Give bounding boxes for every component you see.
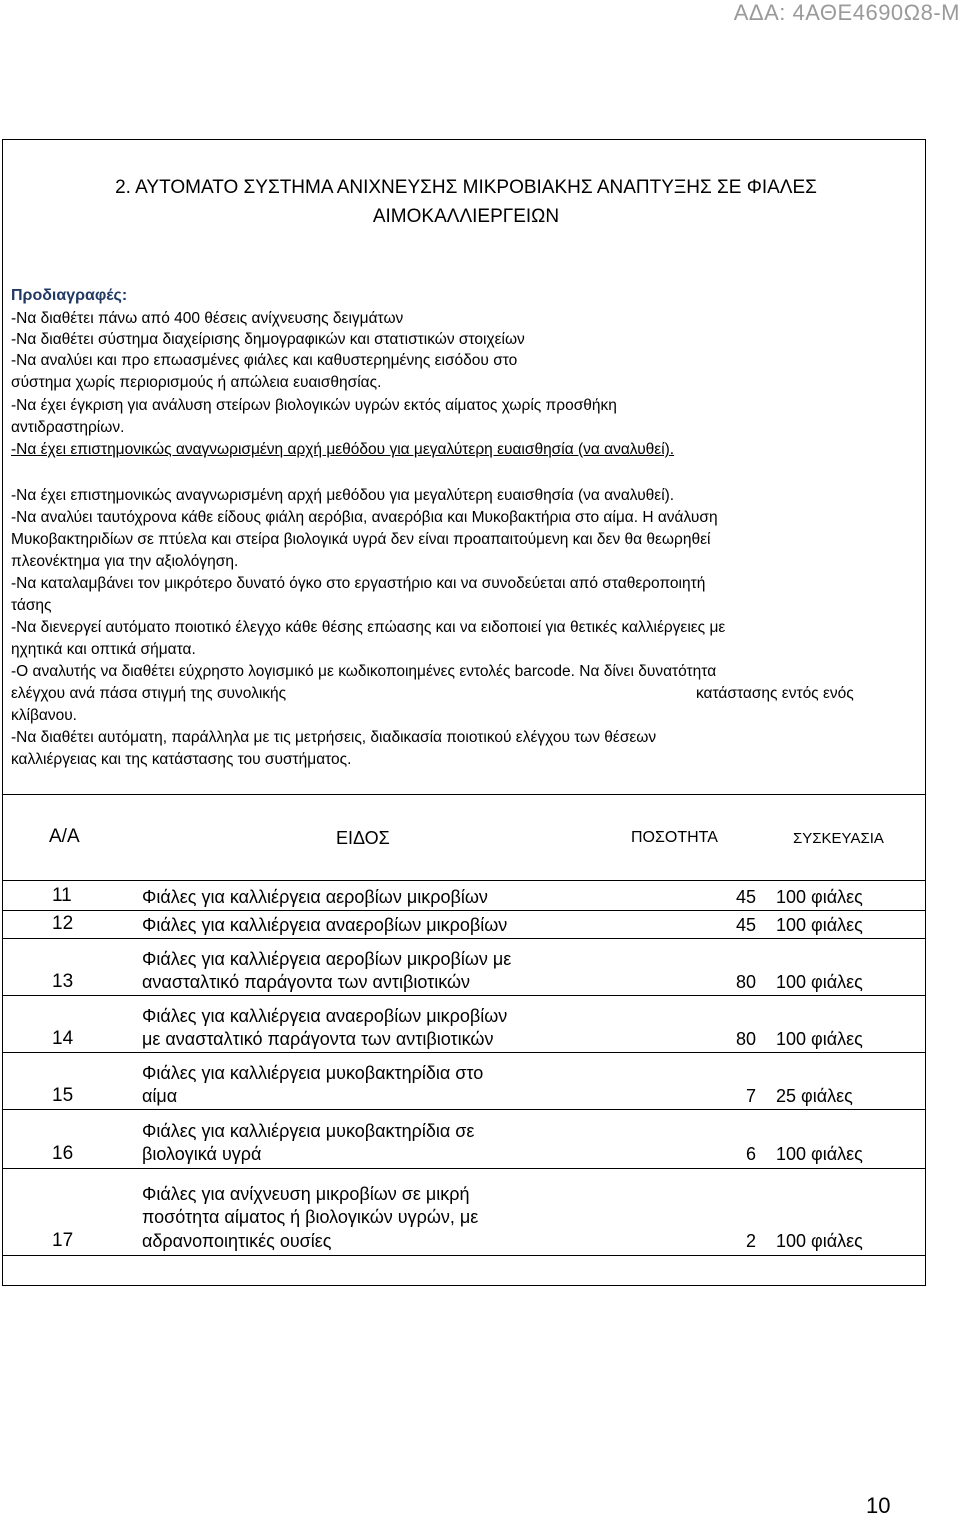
row-divider	[2, 1255, 926, 1256]
spec-line: ηχητικά και οπτικά σήματα.	[11, 641, 196, 658]
row-divider	[2, 1052, 926, 1053]
row-quantity: 80	[735, 1029, 756, 1049]
row-number: 17	[52, 1230, 74, 1251]
row-packaging: 100 φιάλες	[776, 915, 863, 935]
row-description: αδρανοποιητικές ουσίες	[142, 1231, 332, 1251]
spec-line: -Να διενεργεί αυτόματο ποιοτικό έλεγχο κάθε θέσης επώασης και να ειδοποιεί για θετικές καλλιέργειες με	[11, 619, 726, 636]
row-description: Φιάλες για καλλιέργεια αεροβίων μικροβίων με	[142, 949, 512, 969]
spec-line: -Ο αναλυτής να διαθέτει εύχρηστο λογισμικό με κωδικοποιημένες εντολές barcode. Να δίνει δυνατότητα	[11, 663, 717, 680]
spec-line: -Να καταλαμβάνει τον μικρότερο δυνατό όγκο στο εργαστήριο και να συνοδεύεται από σταθεροποιητή	[11, 575, 706, 592]
row-packaging: 25 φιάλες	[776, 1086, 853, 1106]
spec-line: -Να αναλύει ταυτόχρονα κάθε είδους φιάλη αερόβια, αναερόβια και Μυκοβακτήρια στο αίμα. Η ανάλυση	[11, 509, 718, 526]
spec-line: πλεονέκτημα για την αξιολόγηση.	[11, 553, 239, 570]
row-quantity: 7	[745, 1086, 756, 1106]
row-divider	[2, 995, 926, 996]
title-line-2: ΑΙΜΟΚΑΛΛΙΕΡΓΕΙΩΝ	[372, 206, 560, 227]
row-number: 15	[52, 1085, 74, 1106]
title-line-1: 2. ΑΥΤΟΜΑΤΟ ΣΥΣΤΗΜΑ ΑΝΙΧΝΕΥΣΗΣ ΜΙΚΡΟΒΙΑΚΗΣ ΑΝΑΠΤΥΞΗΣ ΣΕ ΦΙΑΛΕΣ	[115, 177, 817, 198]
row-description: Φιάλες για καλλιέργεια αναεροβίων μικροβίων	[142, 1006, 508, 1026]
row-quantity: 45	[735, 915, 756, 935]
row-quantity: 6	[745, 1144, 756, 1164]
row-number: 14	[52, 1028, 74, 1049]
spec-line: -Να διαθέτει αυτόματη, παράλληλα με τις μετρήσεις, διαδικασία ποιοτικού ελέγχου των θέσεων	[11, 729, 657, 746]
spec-line: -Να διαθέτει σύστημα διαχείρισης δημογραφικών και στατιστικών στοιχείων	[11, 331, 525, 348]
spec-line: -Να έχει επιστημονικώς αναγνωρισμένη αρχή μεθόδου για μεγαλύτερη ευαισθησία (να αναλυθεί).	[11, 487, 675, 504]
row-description: Φιάλες για ανίχνευση μικροβίων σε μικρή	[142, 1184, 470, 1204]
row-description: ποσότητα αίματος ή βιολογικών υγρών, με	[142, 1207, 479, 1227]
row-number: 12	[52, 913, 74, 934]
row-description: Φιάλες για καλλιέργεια αναεροβίων μικροβίων	[142, 915, 508, 935]
ada-code: ΑΔΑ: 4ΑΘΕ4690Ω8-Μ	[733, 0, 960, 25]
col-header-aa: Α/Α	[49, 826, 80, 847]
row-divider	[2, 910, 926, 911]
spec-line: Μυκοβακτηριδίων σε πτύελα και στείρα βιολογικά υγρά δεν είναι προαπαιτούμενη και δεν θα θεωρηθεί	[11, 531, 711, 548]
row-description: ανασταλτικό παράγοντα των αντιβιοτικών	[142, 972, 471, 992]
col-header-eidos: ΕΙΔΟΣ	[336, 828, 390, 848]
row-quantity: 2	[745, 1231, 756, 1251]
row-number: 16	[52, 1143, 74, 1164]
row-packaging: 100 φιάλες	[776, 887, 863, 907]
section-title	[0, 173, 932, 231]
row-quantity: 45	[735, 887, 756, 907]
row-quantity: 80	[735, 972, 756, 992]
row-description: αίμα	[142, 1086, 178, 1106]
spec-line: σύστημα χωρίς περιορισμούς ή απώλεια ευαισθησίας.	[11, 374, 382, 391]
row-divider	[2, 938, 926, 939]
row-description: Φιάλες για καλλιέργεια μυκοβακτηρίδια στο	[142, 1063, 484, 1083]
col-header-syskevasia: ΣΥΣΚΕΥΑΣΙΑ	[793, 830, 884, 847]
spec-line: -Να αναλύει και προ επωασμένες φιάλες και καθυστερημένης εισόδου στο	[11, 352, 518, 369]
row-description: με ανασταλτικό παράγοντα των αντιβιοτικών	[142, 1029, 494, 1049]
col-header-posotita: ΠΟΣΟΤΗΤΑ	[631, 829, 718, 846]
row-description: Φιάλες για καλλιέργεια αεροβίων μικροβίων	[142, 887, 488, 907]
page-number: 10	[866, 1493, 891, 1518]
row-divider	[2, 1109, 926, 1110]
row-packaging: 100 φιάλες	[776, 1029, 863, 1049]
spec-line: -Να διαθέτει πάνω από 400 θέσεις ανίχνευσης δειγμάτων	[11, 310, 404, 327]
spec-line: τάσης	[11, 597, 52, 614]
spec-line: αντιδραστηρίων.	[11, 419, 125, 436]
row-packaging: 100 φιάλες	[776, 972, 863, 992]
row-divider	[2, 1168, 926, 1169]
spec-line: ελέγχου ανά πάσα στιγμή της συνολικής	[11, 685, 287, 702]
row-number: 13	[52, 971, 74, 992]
specs-heading: Προδιαγραφές:	[11, 287, 128, 304]
spec-line: κλίβανου.	[11, 707, 77, 724]
row-description: βιολογικά υγρά	[142, 1144, 262, 1164]
spec-line: κατάστασης εντός ενός	[696, 685, 854, 702]
row-number: 11	[52, 885, 72, 906]
row-packaging: 100 φιάλες	[776, 1231, 863, 1251]
spec-line: -Να έχει επιστημονικώς αναγνωρισμένη αρχή μεθόδου για μεγαλύτερη ευαισθησία (να αναλυθεί).	[11, 441, 675, 458]
spec-line: καλλιέργειας και της κατάστασης του συστήματος.	[11, 751, 352, 768]
spec-line: -Να έχει έγκριση για ανάλυση στείρων βιολογικών υγρών εκτός αίματος χωρίς προσθήκη	[11, 397, 617, 414]
row-packaging: 100 φιάλες	[776, 1144, 863, 1164]
row-description: Φιάλες για καλλιέργεια μυκοβακτηρίδια σε	[142, 1121, 475, 1141]
table-divider	[2, 880, 926, 881]
